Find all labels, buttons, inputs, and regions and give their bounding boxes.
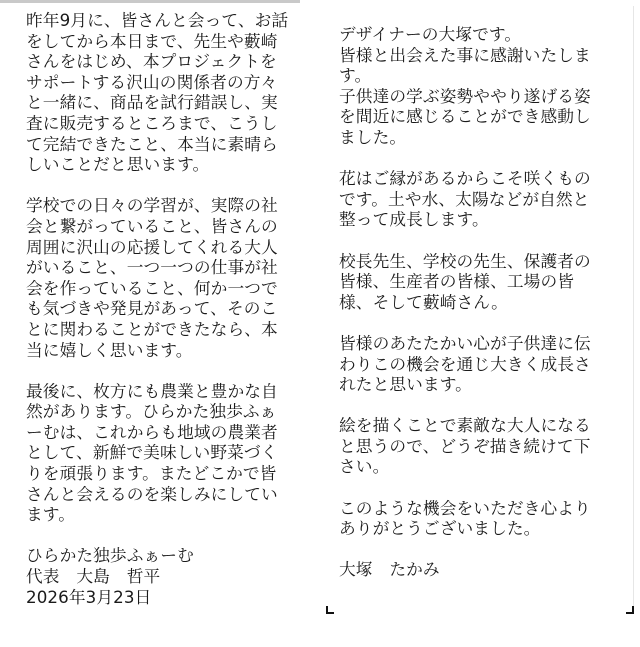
left-message-note — [0, 0, 300, 647]
crop-corner-bottom-left — [326, 606, 334, 614]
left-paragraph-1: 昨年9月に、皆さんと会って、お話 をしてから本日まで、先生や藪崎 さんをはじめ、本プロジェクトを サポートする沢山の関係者の方々 と一緒に、商品を試行錯誤し、実 査に販売するところまで、こうし て完結できたこと、本当に素晴ら しいことだと思います。 — [26, 10, 289, 175]
right-paragraph-5: 絵を描くことで素敵な大人になる と思うので、どうぞ描き続けて下 さい。 — [339, 415, 591, 477]
left-paragraph-2: 学校での日々の学習が、実際の社 会と繋がっていること、皆さんの 周囲に沢山の応援してくれる大人 がいること、一つ一つの仕事が社 会を作っていること、何か一つで も気づきや発見があって、そのこ とに関わることができたなら、本 当に嬉しく思います。 — [26, 195, 278, 360]
crop-corner-bottom-right — [626, 606, 634, 614]
note-edge-line — [633, 6, 634, 606]
left-paragraph-3: 最後に、枚方にも農業と豊かな自 然があります。ひらかた独歩ふぁ ーむは、これからも地域の農業者 として、新鮮で美味しい野菜づく りを頑張ります。またどこかで皆 さんと会えるのを楽しみにしてい ます。 — [26, 380, 278, 525]
right-message-note — [326, 0, 634, 614]
left-signature-name: 代表 大島 哲平 — [26, 566, 161, 587]
right-paragraph-6: このような機会をいただき心より ありがとうございました。 — [339, 497, 591, 539]
left-signature-date: 2026年3月23日 — [26, 586, 152, 607]
right-signature: 大塚 たかみ — [339, 559, 440, 580]
right-paragraph-1: デザイナーの大塚です。 皆様と出会えた事に感謝いたしま す。 子供達の学ぶ姿勢ややり遂げる姿 を間近に感じることができ感動し ました。 — [339, 24, 591, 147]
right-paragraph-4: 皆様のあたたかい心が子供達に伝 わりこの機会を通じ大きく成長さ れたと思います。 — [339, 332, 591, 395]
right-paragraph-3: 校長先生、学校の先生、保護者の 皆様、生産者の皆様、工場の皆 様、そして藪崎さん。 — [339, 250, 591, 312]
left-signature-organization: ひらかた独歩ふぁーむ — [26, 545, 194, 566]
right-paragraph-2: 花はご縁があるからこそ咲くもの です。土や水、太陽などが自然と 整って成長します。 — [339, 168, 591, 230]
